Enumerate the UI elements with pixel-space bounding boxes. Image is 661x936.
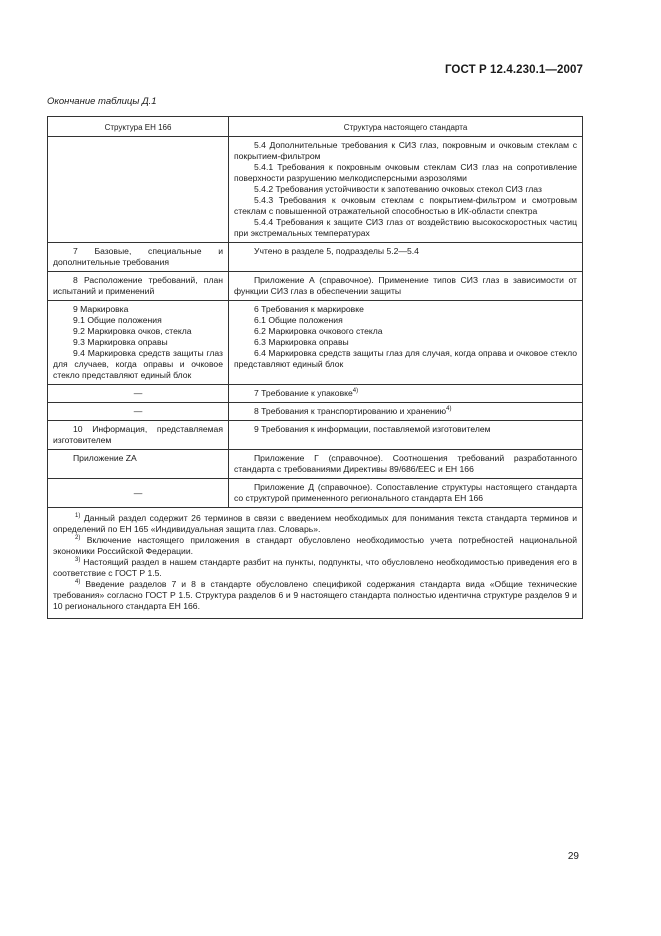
col-header-standard: Структура настоящего стандарта [229,117,583,137]
cell-right [229,421,583,450]
cell-left [48,301,229,385]
footnote-mark: 3) [75,557,81,564]
cell-right [229,301,583,385]
footnote-ref: 4) [352,388,359,395]
row7-left-text: 10 Информация, представляемая изготовителем [53,424,223,445]
row4-left-item: 9.2 Маркировка очков, стекла [73,326,192,336]
table-row [48,385,583,403]
row9-right-text: Приложение Д (справочное). Сопоставление структуры настоящего стандарта со структурой примененного регионального стандарта ЕН 166 [234,482,577,503]
row1-line-5: 5.4.4 Требования к защите СИЗ глаз от воздействию высокоскоростных частиц при экстремальных температурах [234,217,577,238]
cell-right [229,450,583,479]
row1-line-4: 5.4.3 Требования к очковым стеклам с покрытием-фильтром и смотровым стеклам с повышенной отражательной способностью в ИК-области спектра [234,195,577,216]
footnote [53,579,577,612]
footnotes-cell [48,508,583,619]
row5-right-label: 7 Требование к упаковке [254,388,353,398]
table-row [48,403,583,421]
table-row [48,243,583,272]
row5-right-text [234,388,577,399]
row4-left-item: 9.4 Маркировка средств защиты глаз для случаев, когда оправы и очковое стекло представляют единый блок [53,348,223,380]
footnotes-row [48,508,583,619]
footnote-text: Настоящий раздел в нашем стандарте разбит на пункты, подпункты, что обусловлено необходимостью приведения его в соответствие с ГОСТ Р 1.5. [53,557,578,578]
table-row [48,421,583,450]
footnote [53,557,577,579]
cell-left-dash: — [48,479,229,508]
row1-line-3: 5.4.2 Требования устойчивости к запотеванию очковых стекол СИЗ глаз [254,184,542,194]
row2-left-text: 7 Базовые, специальные и дополнительные требования [53,246,223,267]
footnote-mark: 1) [75,513,81,520]
row1-line-2: 5.4.1 Требования к покровным очковым стеклам СИЗ глаз на сопротивление поверхности разрушению мелкодисперсными аэрозолями [234,162,577,183]
cell-right [229,137,583,243]
row4-right-title: 6 Требования к маркировке [254,304,364,314]
table-row [48,479,583,508]
table-header-row [48,117,583,137]
cell-left [48,421,229,450]
cell-left-empty [48,137,229,243]
footnote-ref: 4) [446,406,452,413]
footnote-mark: 4) [75,579,81,586]
row3-right-text: Приложение А (справочное). Применение типов СИЗ глаз в зависимости от функции СИЗ глаз в обеспечении защиты [234,275,577,296]
row8-right-text: Приложение Г (справочное). Соотношения требований разработанного стандарта с требованиями Директивы 89/686/ЕЕС и ЕН 166 [234,453,577,474]
row4-left-item: 9.1 Общие положения [73,315,162,325]
table-row [48,301,583,385]
cell-right [229,403,583,421]
row4-right-item: 6.3 Маркировка оправы [254,337,349,347]
table-row [48,450,583,479]
row7-right-text: 9 Требования к информации, поставляемой изготовителем [254,424,491,434]
row8-left-text: Приложение ZA [73,453,137,463]
cell-left [48,272,229,301]
footnote [53,513,577,535]
footnote [53,535,577,557]
row4-right-item: 6.1 Общие положения [254,315,343,325]
row4-left-title: 9 Маркировка [73,304,129,314]
col-header-en166: Структура ЕН 166 [48,117,229,137]
cell-right [229,272,583,301]
cell-left [48,243,229,272]
comparison-table [47,116,583,619]
cell-left-dash: — [48,385,229,403]
footnote-text: Включение настоящего приложения в стандарт обусловлено необходимостью учета потребностей национальной экономики Российской Федерации. [53,535,577,556]
row6-right-text [234,406,577,417]
row4-right-item: 6.2 Маркировка очкового стекла [254,326,383,336]
cell-left [48,450,229,479]
row4-right-item: 6.4 Маркировка средств защиты глаз для случая, когда оправа и очковое стекло представляют единый блок [234,348,577,369]
page-number: 29 [567,851,579,862]
cell-left-dash: — [48,403,229,421]
row6-right-label: 8 Требования к транспортированию и хранению [254,406,447,416]
row4-left-item: 9.3 Маркировка оправы [73,337,168,347]
cell-right [229,385,583,403]
document-code: ГОСТ Р 12.4.230.1—2007 [444,64,583,76]
cell-right [229,243,583,272]
footnote-text: Данный раздел содержит 26 терминов в связи с введением необходимых для понимания текста стандарта терминов и определений по ЕН 165 «Индивидуальная защита глаз. Словарь». [53,513,578,534]
row1-line-1: 5.4 Дополнительные требования к СИЗ глаз, покровным и очковым стеклам с покрытием-фильтром [234,140,577,161]
row2-right-text: Учтено в разделе 5, подразделы 5.2—5.4 [254,246,419,256]
table-row [48,272,583,301]
footnote-text: Введение разделов 7 и 8 в стандарте обусловлено спецификой содержания стандарта вида «Общие технические требования» согласно ГОСТ Р 1.5. Структура разделов 6 и 9 настоящего стандарта полностью идентична структуре разделов 9 и 10 регионального стандарта ЕН 166. [53,579,577,611]
footnote-mark: 2) [75,535,81,542]
row3-left-text: 8 Расположение требований, план испытаний и применений [53,275,223,296]
cell-right [229,479,583,508]
table-row [48,137,583,243]
table-caption: Окончание таблицы Д.1 [47,96,157,107]
